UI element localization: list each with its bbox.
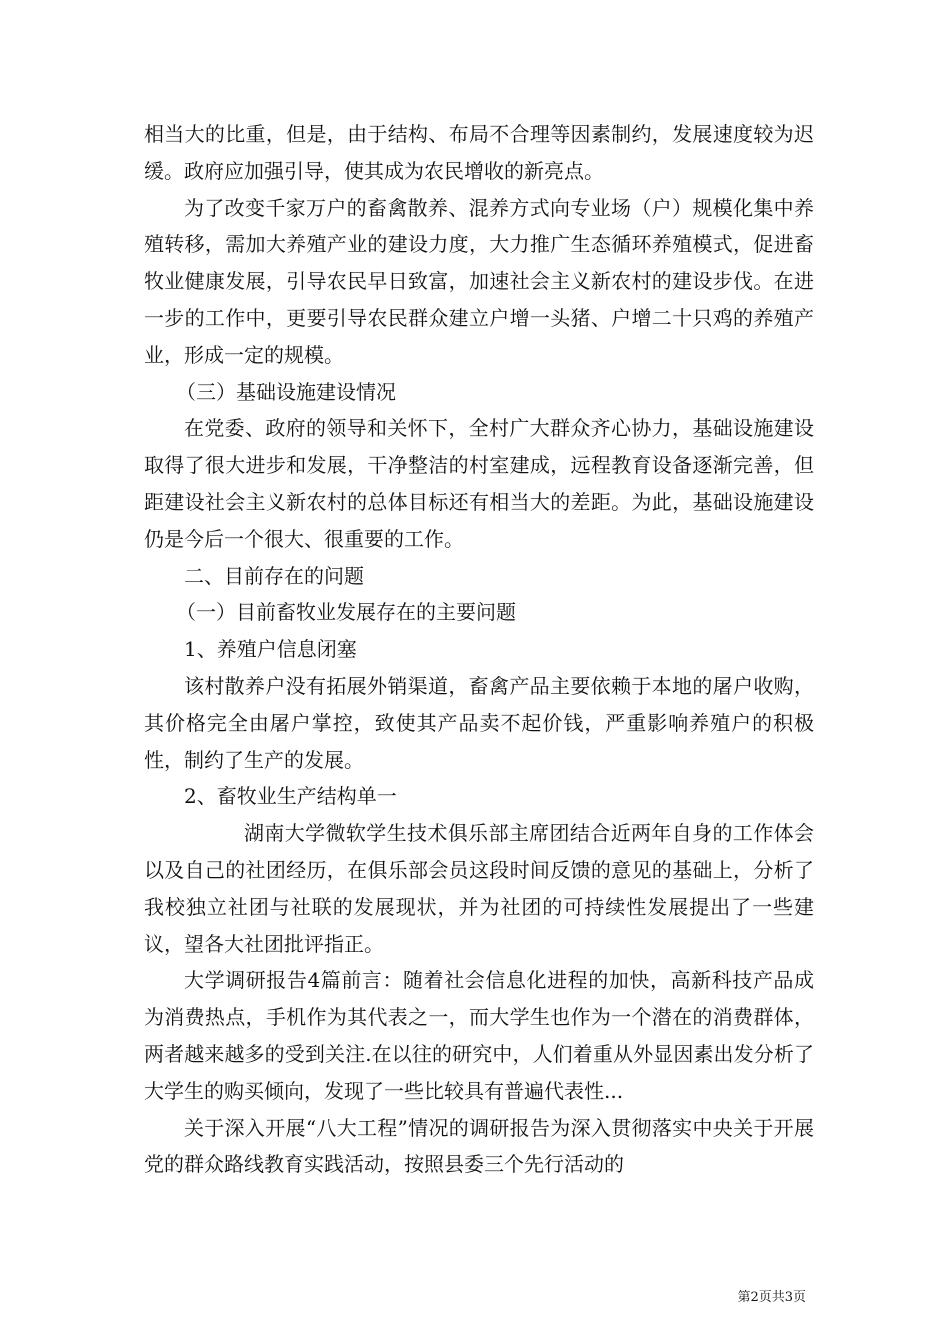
paragraph: 为了改变千家万户的畜禽散养、混养方式向专业场（户）规模化集中养殖转移，需加大养殖产业的建设力度，大力推广生态循环养殖模式，促进畜牧业健康发展，引导农民早日致富，加速社会主义新农村的建设步伐。在进一步的工作中，更要引导农民群众建立户增一头猪、户增二十只鸡的养殖产业，形成一定的规模。 bbox=[144, 195, 814, 367]
item-heading: 1、养殖户信息闭塞 bbox=[184, 637, 357, 662]
section-heading: （三）基础设施建设情况 bbox=[176, 379, 396, 404]
paragraph: 关于深入开展“八大工程”情况的调研报告为深入贯彻落实中央关于开展党的群众路线教育实践活动，按照县委三个先行活动的 bbox=[144, 1115, 814, 1177]
subsection-heading: （一）目前畜牧业发展存在的主要问题 bbox=[176, 600, 516, 625]
paragraph: 大学调研报告4篇前言：随着社会信息化进程的加快，高新科技产品成为消费热点，手机作为其代表之一，而大学生也作为一个潜在的消费群体，两者越来越多的受到关注.在以往的研究中，人们着重从外显因素出发分析了大学生的购买倾向，发现了一些比较具有普遍代表性... bbox=[144, 968, 814, 1103]
paragraph: 相当大的比重，但是，由于结构、布局不合理等因素制约，发展速度较为迟缓。政府应加强引导，使其成为农民增收的新亮点。 bbox=[144, 122, 814, 183]
document-body bbox=[144, 116, 814, 1183]
item-heading: 2、畜牧业生产结构单一 bbox=[184, 784, 397, 809]
paragraph: 该村散养户没有拓展外销渠道，畜禽产品主要依赖于本地的屠户收购，其价格完全由屠户掌控，致使其产品卖不起价钱，严重影响养殖户的积极性，制约了生产的发展。 bbox=[144, 673, 814, 772]
section-heading: 二、目前存在的问题 bbox=[184, 563, 364, 588]
page-number: 第2页共3页 bbox=[737, 1290, 806, 1305]
paragraph: 湖南大学微软学生技术俱乐部主席团结合近两年自身的工作体会以及自己的社团经历，在俱乐部会员这段时间反馈的意见的基础上，分析了我校独立社团与社联的发展现状，并为社团的可持续性发展提出了一些建议，望各大社团批评指正。 bbox=[144, 821, 814, 956]
paragraph: 在党委、政府的领导和关怀下，全村广大群众齐心协力，基础设施建设取得了很大进步和发展，干净整洁的村室建成，远程教育设备逐渐完善，但距建设社会主义新农村的总体目标还有相当大的差距。为此，基础设施建设仍是今后一个很大、很重要的工作。 bbox=[144, 416, 814, 551]
